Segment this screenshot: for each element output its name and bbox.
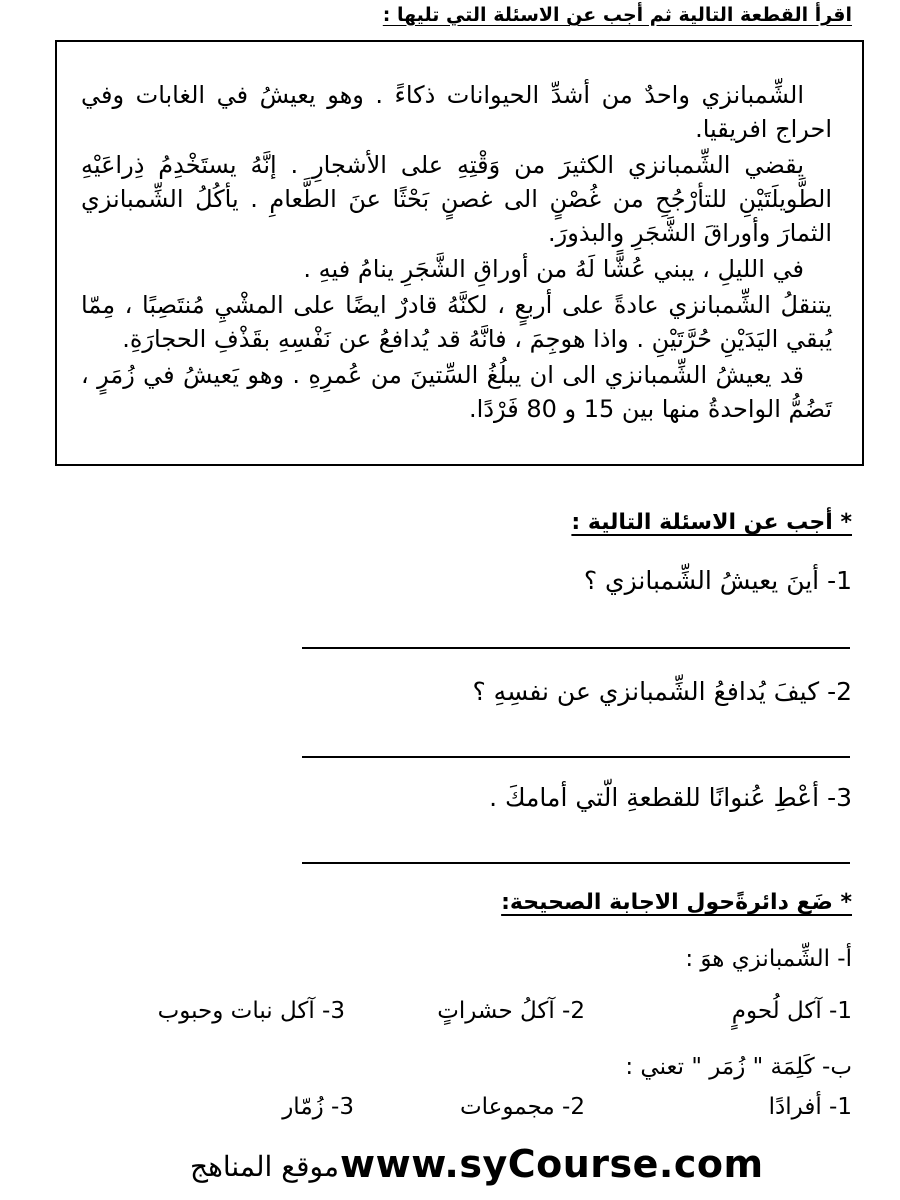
question-1: 1- أينَ يعيشُ الشِّمبانزي ؟	[583, 566, 852, 595]
passage-box	[55, 40, 864, 466]
passage-paragraph-3: في الليلِ ، يبني عُشًّا لَهُ من أوراقِ الشَّجَرِ ينامُ فيهِ .	[303, 255, 804, 283]
questions-title: * أجب عن الاسئلة التالية :	[571, 510, 852, 535]
answer-line-3[interactable]	[302, 862, 850, 864]
mcq-b-option-1[interactable]: 1- أفرادًا	[768, 1094, 852, 1120]
footer-site-name: موقع المناهج	[190, 1150, 339, 1183]
answer-line-1[interactable]	[302, 647, 850, 649]
mcq-a-option-2[interactable]: 2- آكلُ حشراتٍ	[437, 998, 585, 1024]
passage-paragraph-1: الشِّمبانزي واحدٌ من أشدِّ الحيوانات ذكاءً . وهو يعيشُ في الغابات وفي احراج افريقيا.	[81, 81, 832, 143]
mcq-b-option-3[interactable]: 3- زُمّار	[282, 1094, 354, 1120]
mcq-a-stem: أ- الشِّمبانزي هوَ :	[685, 946, 852, 972]
passage-text	[81, 78, 832, 428]
mcq-title: * ضَع دائرةًحول الاجابة الصحيحة:	[501, 890, 852, 915]
mcq-a-option-1[interactable]: 1- آكل لُحومٍ	[731, 998, 852, 1024]
mcq-b-option-2[interactable]: 2- مجموعات	[460, 1094, 585, 1120]
mcq-b-stem: ب- كَلِمَة " زُمَر " تعني :	[625, 1054, 852, 1080]
passage-paragraph-5: قد يعيشُ الشِّمبانزي الى ان يبلُغُ السِّتينَ من عُمرِهِ . وهو يَعيشُ في زُمَرٍ ، تَضُمُّ الواحدةُ منها بين 15 و 80 فَرْدًا.	[81, 361, 832, 423]
question-2: 2- كيفَ يُدافعُ الشِّمبانزي عن نفسِهِ ؟	[472, 677, 852, 706]
passage-paragraph-2: يقضي الشِّمبانزي الكثيرَ من وَقْتِهِ على الأشجارِ . إنَّهُ يستَخْدِمُ ذِراعَيْهِ الطَّويلَتَيْنِ للتأرْجُحِ من غُصْنٍ الى غصنٍ بَحْثًا عنَ الطَّعامِ . يأكُلُ الشِّمبانزي الثمارَ وأوراقَ الشَّجَرِ والبذورَ.	[81, 151, 832, 247]
mcq-a-option-3[interactable]: 3- آكل نبات وحبوب	[157, 998, 345, 1024]
footer-website-url[interactable]: www.syCourse.com	[340, 1142, 764, 1186]
question-3: 3- أعْطِ عُنوانًا للقطعةِ الّتي أمامكَ .	[489, 783, 852, 812]
passage-paragraph-4: يتنقلُ الشِّمبانزي عادةً على أربعٍ ، لكنَّهُ قادرٌ ايضًا على المشْيِ مُنتَصِبًا ، مِمّا يُبقي اليَدَيْنِ حُرَّتَيْنِ . واذا هوجِمَ ، فانَّهُ قد يُدافعُ عن نَفْسِهِ بقَذْفِ الحجارَةِ.	[81, 291, 832, 353]
reading-instruction: اقرأ القطعة التالية ثم أجب عن الاسئلة التي تليها :	[382, 4, 852, 26]
answer-line-2[interactable]	[302, 756, 850, 758]
